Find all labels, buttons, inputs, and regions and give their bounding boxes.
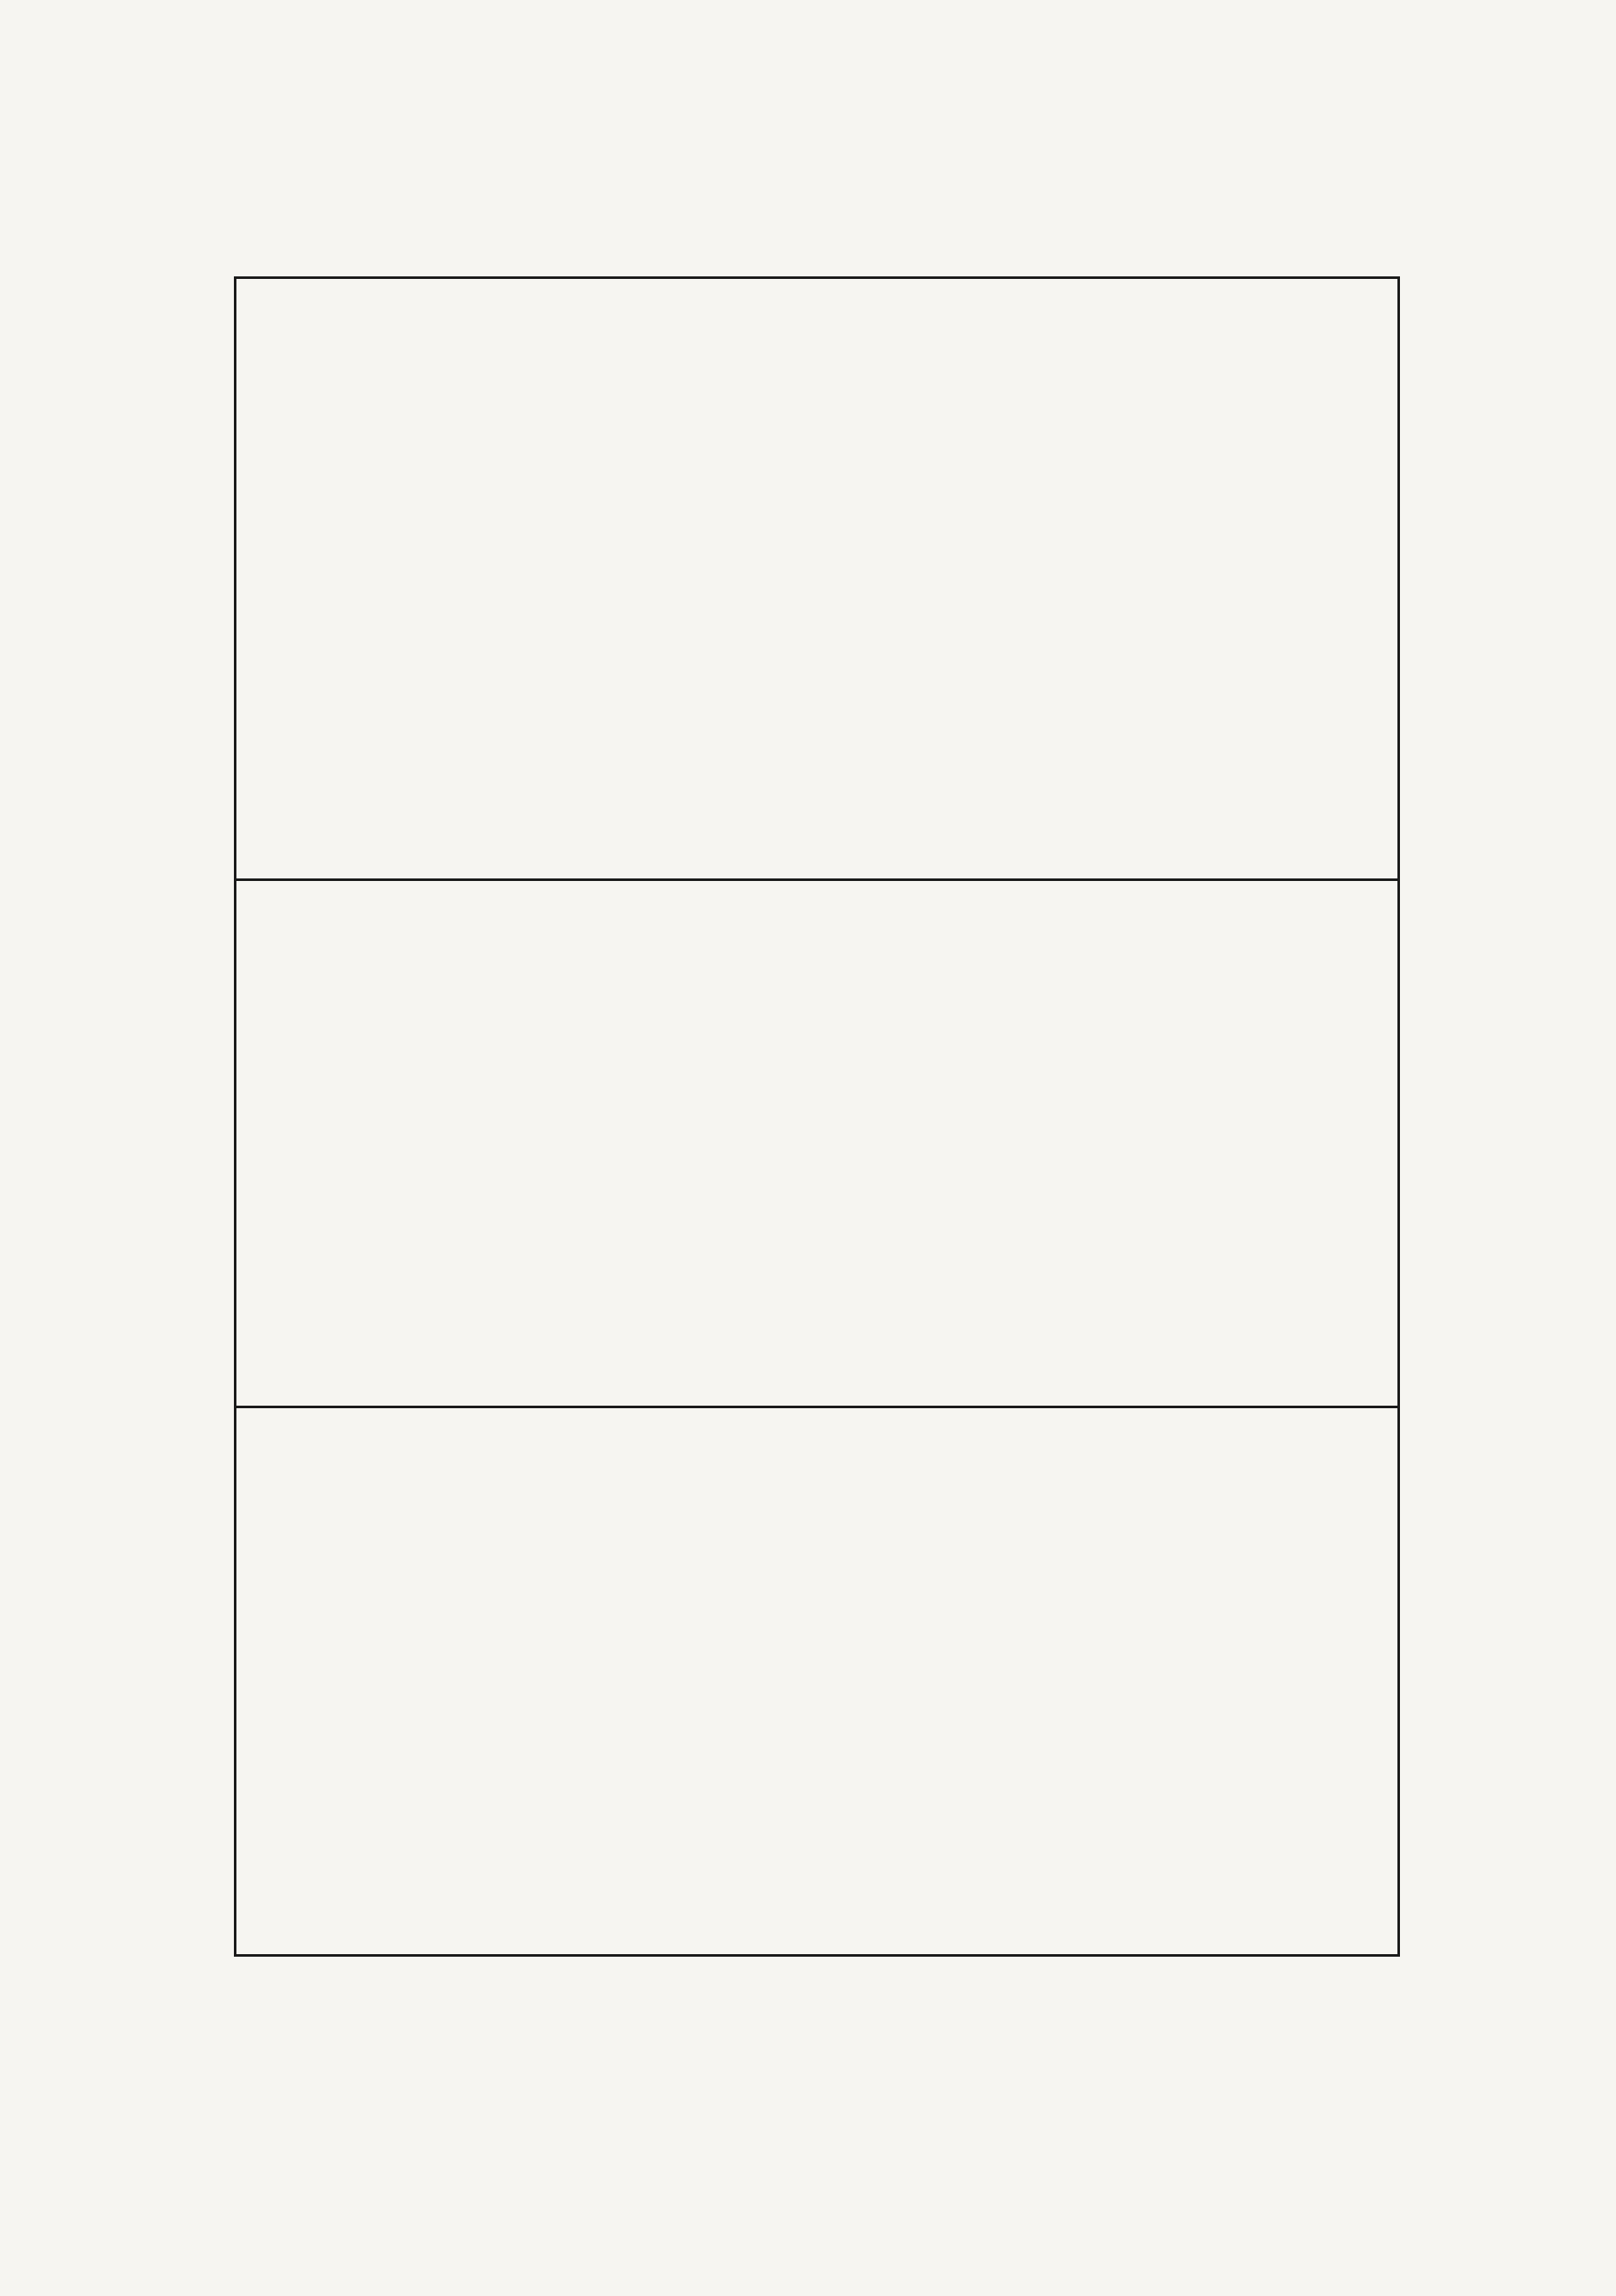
- section-history: [236, 283, 1397, 874]
- page-frame: [234, 276, 1400, 1957]
- section-new-acquisitions: [236, 1412, 1397, 1949]
- heading-history: [1321, 283, 1389, 874]
- divider-top: [236, 878, 1397, 881]
- section-restoration: [236, 884, 1397, 1401]
- divider-bottom: [236, 1406, 1397, 1408]
